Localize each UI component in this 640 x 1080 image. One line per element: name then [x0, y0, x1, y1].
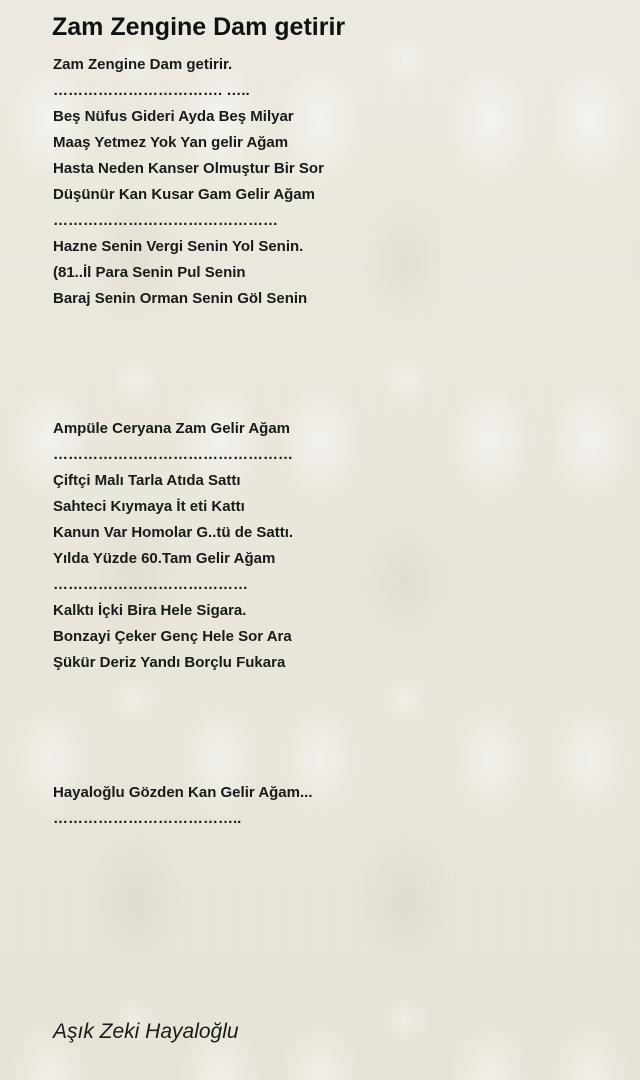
poem-line: Sahteci Kıymaya İt eti Kattı [53, 498, 245, 515]
poem-line: Zam Zengine Dam getirir. [53, 56, 233, 73]
poem-line: Baraj Senin Orman Senin Göl Senin [53, 290, 308, 307]
poem-line: Hasta Neden Kanser Olmuştur Bir Sor [53, 160, 324, 177]
poem-line [53, 364, 613, 390]
poem-line: ……………………………………… [53, 212, 278, 229]
poem-title: Zam Zengine Dam getirir [52, 13, 346, 41]
poem-line [53, 702, 613, 728]
poem-line [53, 390, 613, 416]
poem-line: Beş Nüfus Gideri Ayda Beş Milyar [53, 108, 294, 125]
poem-line: Maaş Yetmez Yok Yan gelir Ağam [53, 134, 289, 151]
poem-line [53, 676, 613, 702]
poem-author: Aşık Zeki Hayaloğlu [53, 1020, 239, 1043]
poem-line: ……………………………….. [53, 810, 242, 827]
poem-line [53, 728, 613, 754]
poem-line: Hayaloğlu Gözden Kan Gelir Ağam... [53, 784, 313, 801]
poem-line: Ampüle Ceryana Zam Gelir Ağam [53, 420, 291, 437]
poem-line: Bonzayi Çeker Genç Hele Sor Ara [53, 628, 292, 645]
poem-line: Yılda Yüzde 60.Tam Gelir Ağam [53, 550, 276, 567]
poem-line: (81..İl Para Senin Pul Senin [53, 264, 246, 281]
poem-line: Şükür Deriz Yandı Borçlu Fukara [53, 654, 286, 671]
poem-line [53, 338, 613, 364]
poem-line [53, 312, 613, 338]
poem-line: Hazne Senin Vergi Senin Yol Senin. [53, 238, 304, 255]
poem-line: ……………………………. ….. [53, 82, 250, 99]
poem-line: Çiftçi Malı Tarla Atıda Sattı [53, 472, 241, 489]
poem-line: Düşünür Kan Kusar Gam Gelir Ağam [53, 186, 316, 203]
poem-line [53, 754, 613, 780]
poem-body [53, 52, 613, 832]
poem-line: ………………………………… [53, 576, 248, 593]
poem-line: ………………………………………… [53, 446, 293, 463]
poem-line: Kalktı İçki Bira Hele Sigara. [53, 602, 247, 619]
poem-line: Kanun Var Homolar G..tü de Sattı. [53, 524, 294, 541]
